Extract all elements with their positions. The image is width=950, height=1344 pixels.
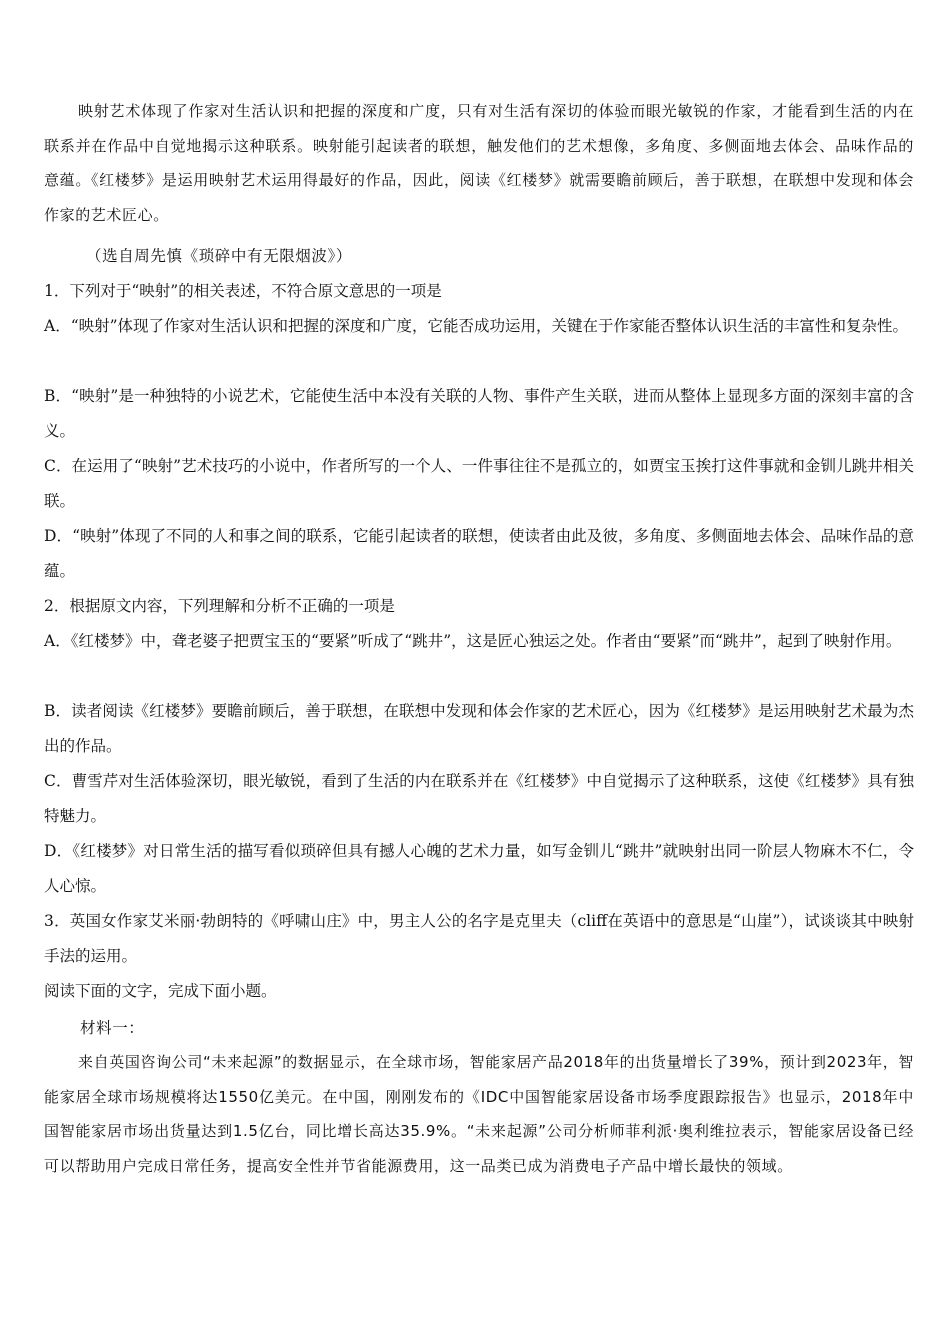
material-1-heading: 材料一： — [80, 1019, 145, 1037]
material-1-body: 来自英国咨询公司“未来起源”的数据显示，在全球市场，智能家居产品2018年的出货量增长了39%，预计到2023年，智能家居全球市场规模将达1550亿美元。在中国，刚刚发布的《IDC中国智能家居设备市场季度跟踪报告》也显示，2018年中国智能家居市场出货量达到1.5亿台，同比增长高达35.9%。“未来起源”公司分析师菲利派·奥利维拉表示，智能家居设备已经可以帮助用户完成日常任务，提高安全性并节省能源费用，这一品类已成为消费电子产品中增长最快的领域。 — [44, 1053, 914, 1175]
question-2-option-a: A．《红楼梦》中，聋老婆子把贾宝玉的“要紧”听成了“跳井”，这是匠心独运之处。作者由“要紧”而“跳井”，起到了映射作用。 — [44, 632, 902, 650]
question-2-option-c: C．曹雪芹对生活体验深切，眼光敏锐，看到了生活的内在联系并在《红楼梦》中自觉揭示了这种联系，这使《红楼梦》具有独特魅力。 — [44, 772, 914, 825]
question-1-stem: 1．下列对于“映射”的相关表述，不符合原文意思的一项是 — [44, 282, 442, 300]
question-1-option-a: A．“映射”体现了作家对生活认识和把握的深度和广度，它能否成功运用，关键在于作家能否整体认识生活的丰富性和复杂性。 — [44, 317, 909, 335]
passage-body: 映射艺术体现了作家对生活认识和把握的深度和广度，只有对生活有深切的体验而眼光敏锐的作家，才能看到生活的内在联系并在作品中自觉地揭示这种联系。映射能引起读者的联想，触发他们的艺术想像，多角度、多侧面地去体会、品味作品的意蕴。《红楼梦》是运用映射艺术运用得最好的作品，因此，阅读《红楼梦》就需要瞻前顾后，善于联想，在联想中发现和体会作家的艺术匠心。 — [44, 102, 914, 224]
question-2-option-d: D．《红楼梦》对日常生活的描写看似琐碎但具有撼人心魄的艺术力量，如写金钏儿“跳井”就映射出同一阶层人物麻木不仁，令人心惊。 — [44, 842, 914, 895]
question-1-option-d: D．“映射”体现了不同的人和事之间的联系，它能引起读者的联想，使读者由此及彼，多角度、多侧面地去体会、品味作品的意蕴。 — [44, 527, 914, 580]
question-2-stem: 2．根据原文内容，下列理解和分析不正确的一项是 — [44, 597, 395, 615]
question-1-option-c: C．在运用了“映射”艺术技巧的小说中，作者所写的一个人、一件事往往不是孤立的，如贾宝玉挨打这件事就和金钏儿跳井相关联。 — [44, 457, 914, 510]
question-1-option-b: B．“映射”是一种独特的小说艺术，它能使生活中本没有关联的人物、事件产生关联，进而从整体上显现多方面的深刻丰富的含义。 — [44, 387, 914, 440]
question-2-option-b: B．读者阅读《红楼梦》要瞻前顾后，善于联想，在联想中发现和体会作家的艺术匠心，因为《红楼梦》是运用映射艺术最为杰出的作品。 — [44, 702, 914, 755]
reading-instruction: 阅读下面的文字，完成下面小题。 — [44, 982, 277, 1000]
passage-source: （选自周先慎《琐碎中有无限烟波》） — [86, 247, 352, 265]
question-3-stem: 3．英国女作家艾米丽·勃朗特的《呼啸山庄》中，男主人公的名字是克里夫（cliff在英语中的意思是“山崖”），试谈谈其中映射手法的运用。 — [44, 912, 914, 965]
